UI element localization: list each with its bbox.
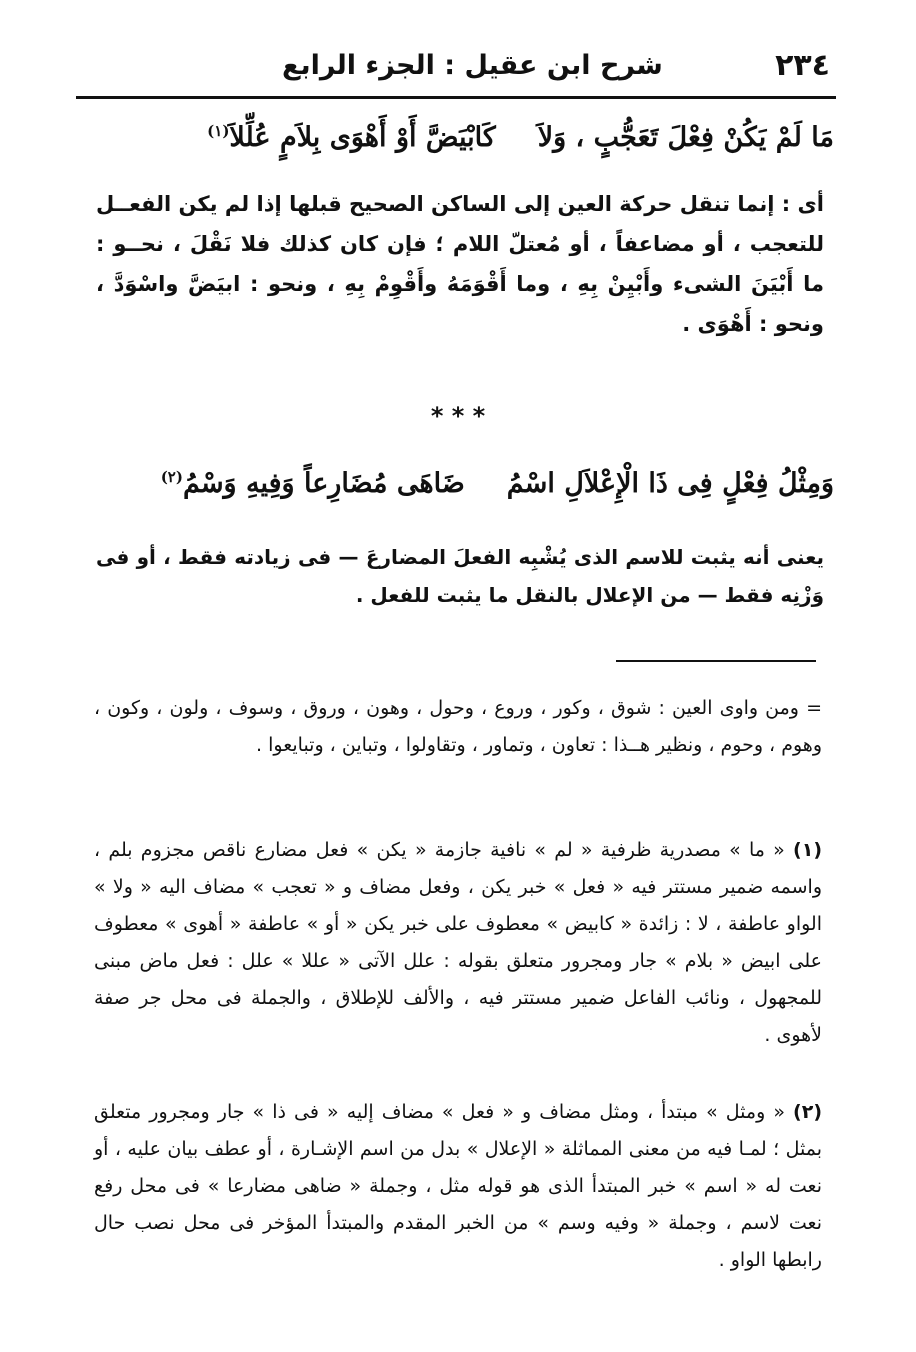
verse-1-first-hemistich: مَا لَمْ يَكُنْ فِعْلَ تَعَجُّبٍ ، وَلاَ [537, 122, 834, 153]
footnote-continuation: = ومن واوى العين : شوق ، وكور ، وروع ، وحول ، وهون ، وروق ، وسوف ، ولون ، وكون ، وهوم ، وحوم ، ونظير هــذا : تعاون ، وتماور ، وتقاولوا ، وتباين ، وتبايعوا . [94, 697, 822, 756]
running-title: شرح ابن عقيل : الجزء الرابع [282, 50, 663, 81]
page-header [92, 48, 830, 94]
footnote-2 [94, 1094, 822, 1279]
explanation-paragraph-2: يعنى أنه يثبت للاسم الذى يُشْبِه الفعلَ المضارعَ — فى زيادته فقط ، أو فى وَزْنِه فقط — من الإعلال بالنقل ما يثبت للفعل . [96, 545, 824, 607]
footnote-marker-1: (١) [207, 122, 230, 140]
footnote-2-text: « ومثل » مبتدأ ، ومثل مضاف و « فعل » مضاف إليه « فى ذا » جار ومجرور متعلق بمثل ؛ لمـا فيه من معنى المماثلة « الإعلال » بدل من اسم الإشـارة ، أو عطف بيان عليه ، أو نعت له « اسم » خبر المبتدأ الذى هو قوله مثل ، وجملة « ضاهى مضارعا » فى محل رفع نعت لاسم ، وجملة « وفيه وسم » من الخبر المقدم والمبتدأ المؤخر فى محل نصب حال رابطها الواو . [94, 1101, 822, 1271]
explanation-paragraph-1: أى : إنما تنقل حركة العين إلى الساكن الصحيح قبلها إذا لم يكن الفعــل للتعجب ، أو مضاعفاً ، أو مُعتلّ اللام ؛ فإن كان كذلك فلا نَقْلَ ، نحــو : ما أَبْيَنَ الشىء وأَبْيِنْ بِهِ ، وما أَقْوَمَهُ وأَقْوِمْ بِهِ ، ونحو : ابيَضَّ واسْوَدَّ ، ونحو : أَهْوَى . [96, 192, 824, 336]
page-number: ٢٣٤ [775, 48, 830, 83]
verse-2-first-hemistich: وَمِثْلُ فِعْلٍ فِى ذَا الْإِعْلاَلِ اسْمُ [506, 468, 834, 499]
footnote-marker-2: (٢) [160, 468, 183, 486]
footnote-1-text: « ما » مصدرية ظرفية « لم » نافية جازمة « يكن » فعل مضارع ناقص مجزوم بلم ، واسمه ضمير مستتر فيه « فعل » خبر يكن ، وفعل مضاف و « تعجب » مضاف اليه « ولا » الواو عاطفة ، لا : زائدة « كابيض » معطوف على خبر يكن « أو » عاطفة « أهوى » معطوف على ابيض « بلام » جار ومجرور متعلق بقوله : علل الآتى « عللا » علل : فعل ماض مبنى للمجهول ، ونائب الفاعل ضمير مستتر فيه ، والألف للإطلاق ، والجملة فى محل جر صفة لأهوى . [94, 839, 822, 1046]
section-separator: * * * [430, 402, 486, 430]
header-divider [76, 96, 836, 99]
verse-2-second-hemistich: ضَاهَى مُضَارِعاً وَفِيهِ وَسْمُ [182, 468, 465, 499]
footnote-2-number: (٢) [793, 1101, 822, 1123]
footnote-1-number: (١) [793, 839, 822, 861]
verse-1-second-hemistich: كَابْيَضَّ أَوْ أَهْوَى بِلاَمٍ عُلِّلاَ [229, 122, 496, 153]
verse-1 [207, 122, 834, 153]
footnote-1 [94, 832, 822, 1054]
footnote-divider [616, 660, 816, 662]
verse-2 [161, 468, 834, 499]
